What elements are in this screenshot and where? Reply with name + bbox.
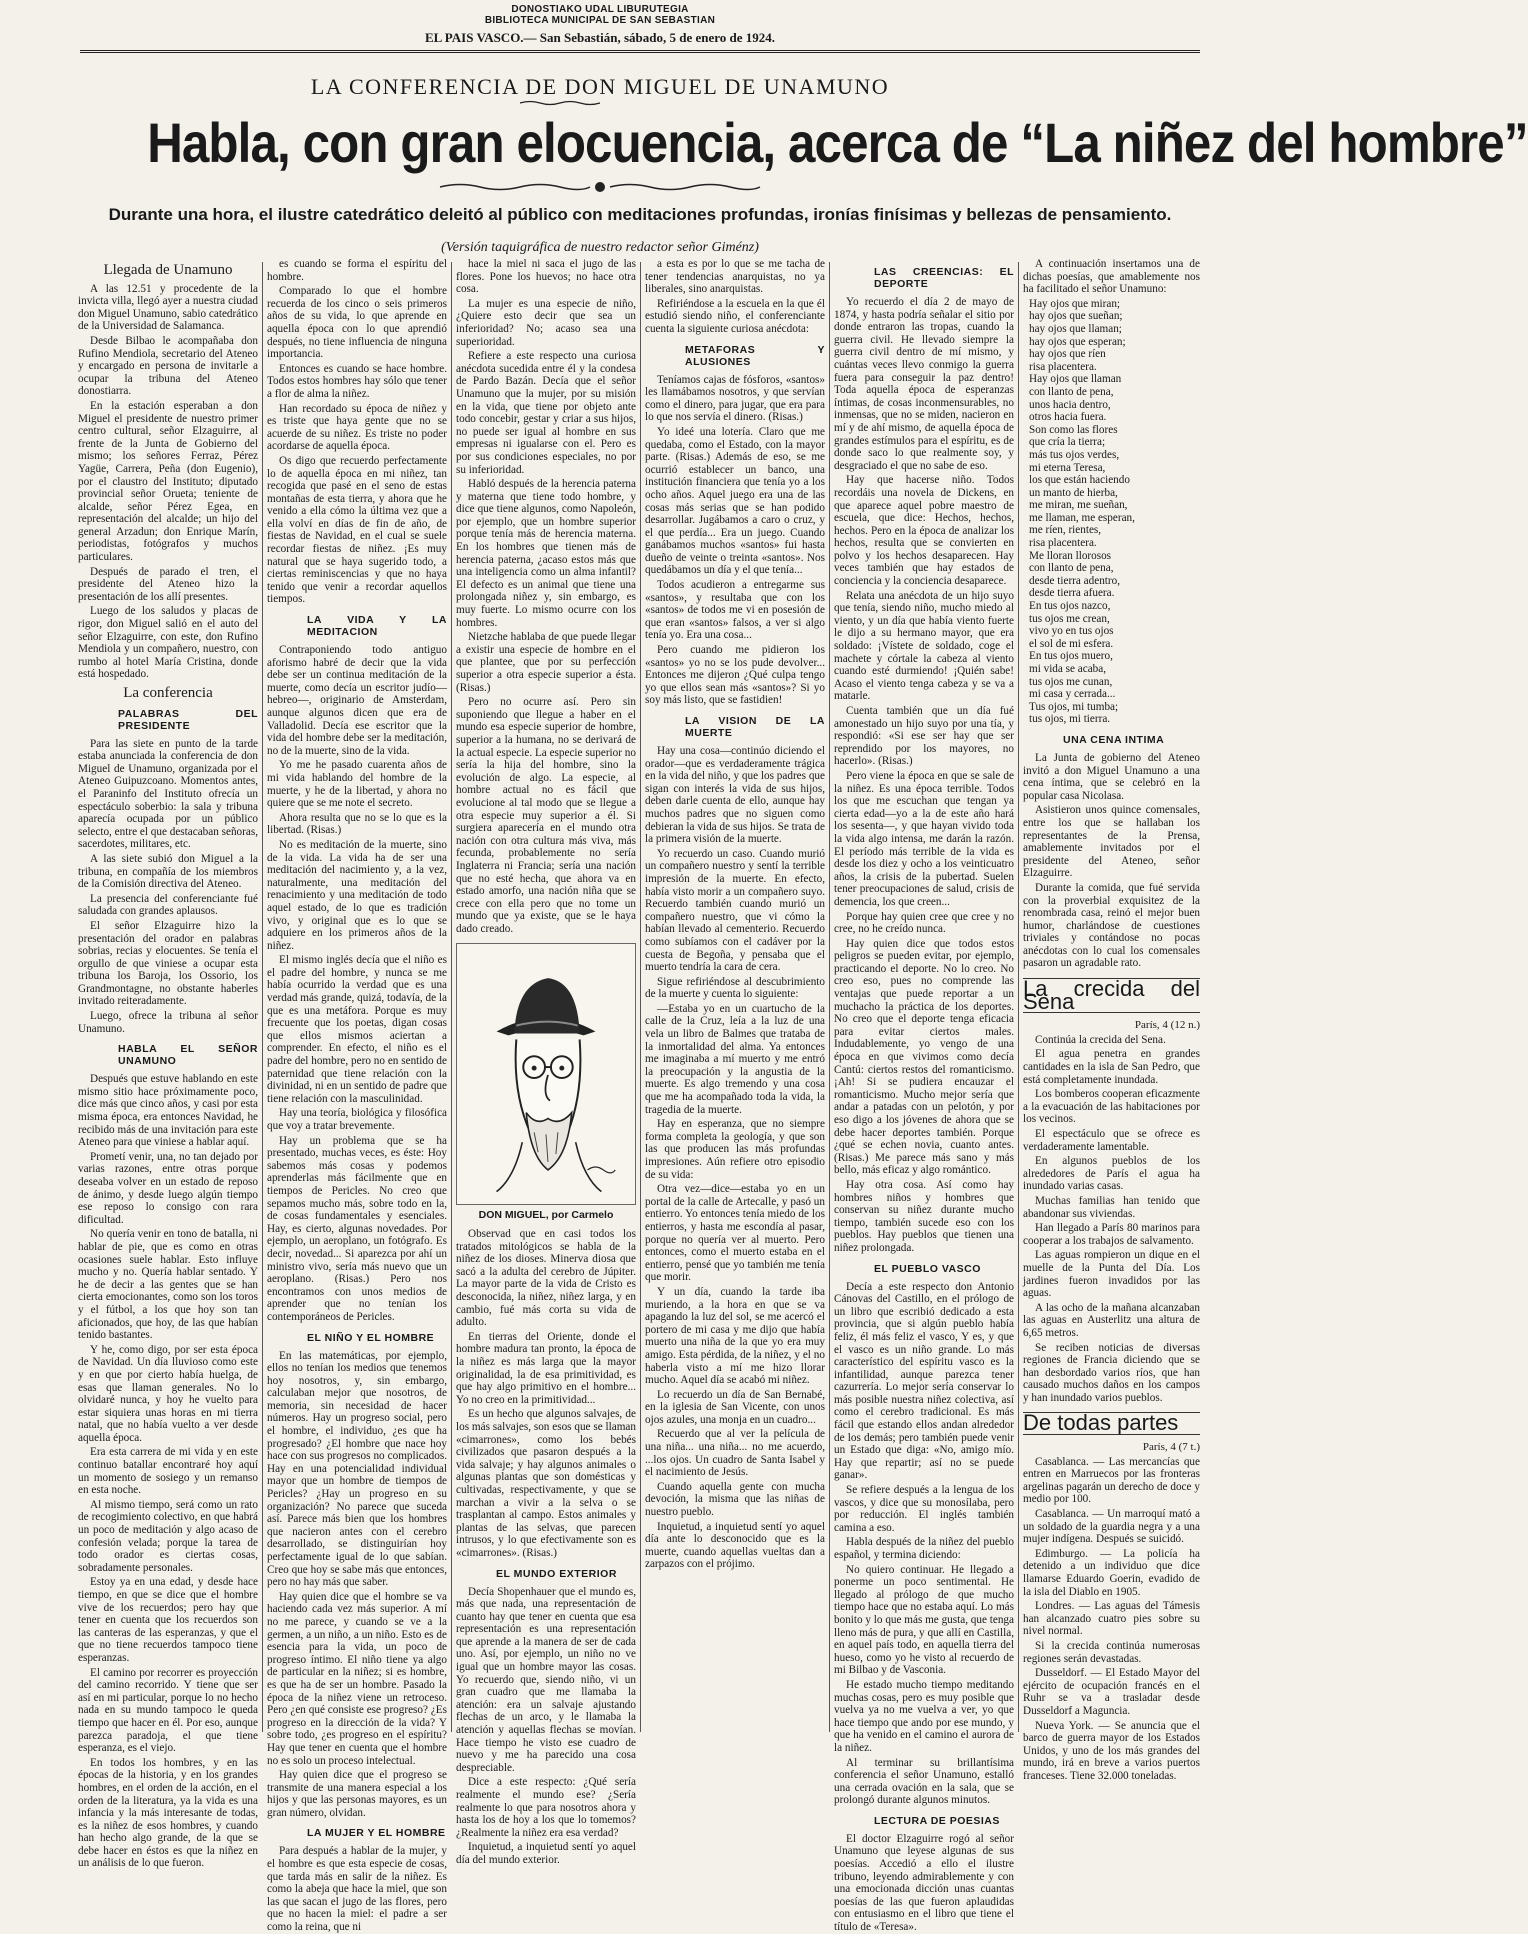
- poem: [1023, 298, 1200, 726]
- paragraph: Relata una anécdota de un hijo suyo que tenía, siendo niño, mucho miedo al viento, y un día que había viento fuerte le dijo a su hermano mayor, que era soldado: ¡Vístete de soldado, coge el machete y córtale la cabeza al viento cuando esté durmiendo! ¡Quién sabe! Acaso el viento tenga cabeza y se va a matarle.: [834, 589, 1014, 703]
- paragraph: Hay en esperanza, que no siempre forma completa la geología, y que son las que producen las más profundas impresiones. Aún refiere otro episodio de su vida:: [645, 1118, 825, 1181]
- poem-line: Hay ojos que llaman: [1029, 373, 1122, 386]
- poem-line: me llaman, me esperan,: [1029, 511, 1135, 524]
- caption-vida-meditacion: LA VIDA Y LA MEDITACION: [307, 614, 447, 639]
- poem-line: con llanto de pena,: [1029, 562, 1114, 575]
- poem-line: tus ojos me cunan,: [1029, 675, 1113, 688]
- paragraph: Para las siete en punto de la tarde estaba anunciada la conferencia de don Miguel de Unamuno, organizada por el Ateneo Guipuzcoano. Momentos antes, el Paraninfo del Instituto ofrecía un espectáculo soberbio: la sala y tribuna aparecía ocupada por un público selecto, entre el que destacaban señoras, sacerdotes, militares, etc.: [78, 737, 258, 851]
- poem-line: desde tierra adentro,: [1029, 574, 1121, 587]
- folio-rule: [80, 50, 1200, 53]
- paragraph: Prometí venir, una, no tan dejado por varias razones, entre otras porque deseaba volver en un estado de reposo de ánimo, y desde luego algún tiempo ese reposo lo consigo con rara dificultad.: [78, 1150, 258, 1226]
- paragraph: El doctor Elzaguirre rogó al señor Unamuno que leyese algunas de sus poesías. Accedió a ello el ilustre tribuno, leyendo admirablemente y con una emocionada dicción unas cuantas poesías de las que fueron aplaudidas con entusiasmo en el libro que tiene el título de «Teresa».: [834, 1832, 1014, 1934]
- poem-line: hay ojos que esperan;: [1029, 335, 1126, 348]
- poem-line: un manto de hierba,: [1029, 486, 1118, 499]
- paragraph: En tierras del Oriente, donde el hombre madura tan pronto, la época de la niñez es más larga que la mayor originalidad, la de esa primitividad, es que hay algo primitivo en el hombre... Yo no creo en la primitividad...: [456, 1330, 636, 1406]
- paragraph: Han llegado a París 80 marinos para cooperar a los trabajos de salvamento.: [1023, 1222, 1200, 1247]
- paragraph: El camino por recorrer es proyección del camino recorrido. Y tiene que ser así en mi particular, porque lo no hecho nada en su mundo tampoco le queda tiempo que hacer en él. Por eso, aunque parezca paradoja, el que tiene esperanza, es el viejo.: [78, 1666, 258, 1755]
- subhead-conferencia: La conferencia: [123, 685, 213, 701]
- column-6: [1023, 258, 1200, 1782]
- paragraph: —Estaba yo en un cuartucho de la calle de la Cruz, leía a la luz de una vela un libro de Balmes que trataba de la inmortalidad del alma. Ya entonces me imaginaba a mí muerto y me entró la preocupación y la angustia de la muerte. Es algo tremendo y una cosa que me ha acompañado toda la vida, la tragedia de la muerte.: [645, 1002, 825, 1116]
- poem-line: Me lloran llorosos: [1029, 549, 1112, 562]
- paragraph: Hay una teoría, biológica y filosófica que voy a tratar brevemente.: [267, 1107, 447, 1132]
- paragraph: La mujer es una especie de niño, ¿Quiere esto decir que sea un inferioridad? No; acaso sea una superioridad.: [456, 297, 636, 348]
- library-stamp: [0, 4, 1200, 26]
- paragraph: Cuenta también que un día fué amonestado un hijo suyo por una tía, y respondió: «Si ese ser hay que ser reprendido por los mayores, no hacerlo». (Risas.): [834, 705, 1014, 768]
- paragraph: Y un día, cuando la tarde iba muriendo, a la hora en que se va apagando la luz del sol, se me acercó el portero de mi casa y me dijo que había muerto una niña de la que yo era muy amigo. Esta pérdida, de la niñez, y el no haberla visto a mí me hizo llorar mucho. Aquel día se acabó mi niñez.: [645, 1285, 825, 1387]
- paragraph: Pero cuando me pidieron los «santos» yo no se los pude devolver... Entonces me dijeron ¿Qué culpa tengo yo que ellos sean más «santos»? Si yo soy más listo, que se fastidien!: [645, 644, 825, 707]
- byline: (Versión taquigráfica de nuestro redactor señor Giménz): [441, 240, 759, 255]
- poem-line: con llanto de pena,: [1029, 385, 1114, 398]
- poem-line: que cría la tierra;: [1029, 436, 1106, 449]
- section-head-crecida-sena: La crecida del Sena: [1023, 976, 1200, 1014]
- subhead-llegada: Llegada de Unamuno: [103, 262, 233, 278]
- headline-ornament: [440, 180, 760, 194]
- paragraph: Hay quien dice que el progreso se transmite de una manera especial a los hijos y que las personas mayores, es un gran número, olvidan.: [267, 1769, 447, 1819]
- paragraph: Yo recuerdo un caso. Cuando murió un compañero nuestro y sentí la terrible impresión de la muerte. En efecto, había visto morir a un compañero suyo. Recuerdo también cuando murió un compañero nuestro, que vi cómo la habían llevado al cementerio. Recuerdo como subíamos con el cadáver por la cuesta de Begoña, y pensaba que el muerto tendría la cara de cera.: [645, 847, 825, 974]
- library-stamp-line1: DONOSTIAKO UDAL LIBURUTEGIA: [511, 4, 689, 15]
- poem-line: Hay ojos que miran;: [1029, 297, 1121, 310]
- poem-line: desde tierra afuera.: [1029, 587, 1115, 600]
- paragraph: Después que estuve hablando en este mismo sitio hace próximamente poco, dice más que cinco años, y casi por esta misma época, era entonces Navidad, he recibido más de una invitación para este Ateneo para que viniese a hablar aquí.: [78, 1073, 258, 1149]
- column-3: [456, 258, 636, 1866]
- portrait-caption: DON MIGUEL, por Carmelo: [478, 1209, 614, 1222]
- paragraph: Sigue refiriéndose al descubrimiento de la muerte y cuenta lo siguiente:: [645, 975, 825, 1001]
- paragraph: Yo me he pasado cuarenta años de mi vida hablando del hombre de la muerte, y he de la libertad, y ahora no quiere que se me note el secreto.: [267, 759, 447, 810]
- paragraph: Yo ideé una lotería. Claro que me quedaba, como el Estado, con la mayor parte. (Risas.) Además de eso, se me ocurrió establecer un banco, una institución financiera que tenía yo a los ocho años. Aquel juego era una de las cosas más serias que se han podido desarrollar. Jugábamos a caro o cruz, y el que perdía... Era un juego. Cuando ganábamos muchos «santos» fui hasta dueño de veinte o treinta «santos». Nos quedábamos un día y el que tenía...: [645, 425, 825, 577]
- poem-line: En tus ojos nazco,: [1029, 600, 1111, 613]
- paragraph: Las aguas rompieron un dique en el muelle de la Punta del Día. Los jardines fueron invadidos por las aguas.: [1023, 1249, 1200, 1300]
- paragraph: A continuación insertamos una de dichas poesías, que amablemente nos ha facilitado el señor Unamuno:: [1023, 258, 1200, 296]
- portrait-illustration: [456, 943, 636, 1205]
- poem-line: tus ojos, mi tierra.: [1029, 713, 1111, 726]
- poem-line: En tus ojos muero,: [1029, 650, 1113, 663]
- poem-line: hay ojos que ríen: [1029, 348, 1106, 361]
- dateline: París, 4 (12 n.): [1134, 1019, 1200, 1032]
- poem-line: otros hacia fuera.: [1029, 411, 1107, 424]
- paragraph: A las 12.51 y procedente de la invicta villa, llegó ayer a nuestra ciudad don Miguel Unamuno, sabio catedrático de la Universidad de Salamanca.: [78, 282, 258, 333]
- paragraph: Muchas familias han tenido que abandonar sus viviendas.: [1023, 1194, 1200, 1220]
- caption-mundo-exterior: EL MUNDO EXTERIOR: [496, 1567, 617, 1580]
- paragraph: Londres. — Las aguas del Támesis han alcanzado cuatro pies sobre su nivel normal.: [1023, 1600, 1200, 1638]
- caption-lectura-poesias: LECTURA DE POESIAS: [874, 1814, 1000, 1827]
- paragraph: Casablanca. — Un marroquí mató a un soldado de la guardia negra y a una mujer indígena. Después se suicidó.: [1023, 1508, 1200, 1546]
- paragraph: Decía Shopenhauer que el mundo es, más que nada, una representación de cuanto hay que tener en cuenta que esa representación es una representación que aprende a la manera de ser de cada uno. Así, por ejemplo, un niño no ve igual que un hombre mayor las cosas. Yo recuerdo que, siendo niño, vi un gran cuadro que me llamaba la atención: era un salvaje ajustando flechas de un arco, y le llamaba la atención y aquellas flechas se movían. Hace tiempo he visto ese cuadro de nuevo y me ha parecido una cosa despreciable.: [456, 1585, 636, 1774]
- caption-habla: HABLA EL SEÑOR UNAMUNO: [118, 1043, 258, 1068]
- caption-palabras: PALABRAS DEL PRESIDENTE: [118, 707, 258, 732]
- paragraph: Al terminar su brillantísima conferencia el señor Unamuno, estalló una cerrada ovación en la sala, que se prolongó durante algunos minutos.: [834, 1756, 1014, 1807]
- paragraph: Continúa la crecida del Sena.: [1035, 1033, 1166, 1046]
- kicker: LA CONFERENCIA DE DON MIGUEL DE UNAMUNO: [310, 74, 890, 99]
- paragraph: Dice a este respecto: ¿Qué sería realmente el mundo ese? ¿Sería realmente lo que para nosotros ahora y hasta los de hoy a los que lo tomemos? ¿Realmente la niñez era esa verdad?: [456, 1776, 636, 1839]
- poem-line: tus ojos me crean,: [1029, 612, 1110, 625]
- paragraph: Yo recuerdo el día 2 de mayo de 1874, y hasta podría señalar el sitio por donde entraron las tropas, cuando la guerra civil. He llevado siempre la guerra civil dentro de mí mismo, y cuántas veces llevo conmigo la guerra fuera para conseguir la paz dentro! Toda aquella época de esperanzas íntimas, de cosas inconmensurables, no inmensas, que no se miden, nacieron en mí y de ahí mismo, de aquella época de grandes estímulos para el espíritu, es de donde saco lo que realmente soy, y desgraciado el que no sabe de eso.: [834, 296, 1014, 472]
- paragraph: Recuerdo que al ver la película de una niña... una niña... no me acuerdo, ...los ojos. Un cuadro de Santa Isabel y el nacimiento de Jesús.: [645, 1428, 825, 1479]
- paragraph: Desde Bilbao le acompañaba don Rufino Mendiola, secretario del Ateneo y encargado en persona de invitarle a ocupar la tribuna del Ateneo donostiarra.: [78, 334, 258, 398]
- paragraph: El agua penetra en grandes cantidades en la isla de San Pedro, que está completamente inundada.: [1023, 1048, 1200, 1086]
- paragraph: Asistieron unos quince comensales, entre los que se hallaban los representantes de la Prensa, amablemente invitados por el presidente del Ateneo, señor Elzaguirre.: [1023, 804, 1200, 880]
- paragraph: Habló después de la herencia paterna y materna que tiene todo hombre, y dice que tiene algunos, como Napoleón, por ejemplo, que un hombre superior porque tenía más de herencia materna. En los hombres que tienen más de herencia paterna, ¿acaso estos más que una inteligencia como un alma infantil? El defecto es un animal que tiene una prolongada niñez y, sin embargo, es muy fuerte. Lo mismo ocurre con los hombres.: [456, 478, 636, 629]
- caption-mujer-hombre: LA MUJER Y EL HOMBRE: [307, 1827, 446, 1840]
- paragraph: En algunos pueblos de los alrededores de París el agua ha inundado varias casas.: [1023, 1155, 1200, 1193]
- paragraph: Es un hecho que algunos salvajes, de los más salvajes, son esos que se llaman «cimarrones», como los bebés civilizados que pasaron después a la vida salvaje; y hay algunos animales o algunas plantas que son domésticas y cultivadas, respectivamente, y que se marchan a vivir a la selva o se trasplantan al campo. Estos animales y plantas de las selvas, que parecen intrusos, y lo que efectivamente son es «cimarrones». (Risas.): [456, 1408, 636, 1559]
- library-stamp-line2: BIBLIOTECA MUNICIPAL DE SAN SEBASTIAN: [484, 15, 716, 26]
- paragraph: Los bomberos cooperan eficazmente a la evacuación de las habitaciones por los vecinos.: [1023, 1088, 1200, 1126]
- paragraph: Decía a este respecto don Antonio Cánovas del Castillo, en el prólogo de un libro que escribió dedicado a esta provincia, que si algún pueblo había feliz, él más feliz el vasco, Y es, y que el vasco es un niño grande. Lo más característico del espíritu vasco es la infantilidad, aunque parezca tener cazurrería. Lo mejor sería conservar lo más posible nuestra niñez colectiva, así como el cerebro tradicional. Es más fácil que estando ellos andan alrededor de los demás; pero también puede venir un Estado que diga: «No, amigo mío. Hay que repartir; así no se puede ganar».: [834, 1280, 1014, 1482]
- paragraph: Cuando aquella gente con mucha devoción, la misma que las niñas de nuestro pueblo.: [645, 1480, 825, 1519]
- headline: Habla, con gran elocuencia, acerca de “La niñez del hombre”: [147, 111, 1528, 174]
- paragraph: Pero viene la época en que se sale de la niñez. Es una época terrible. Todos los que me escuchan que tengan ya cierta edad—yo a la de este año hará los sesenta—, y que hayan vivido toda la vida algo intensa, me darán la razón. El período más terrible de la vida es desde los diez y ocho a los veinticuatro años, la crisis de la pubertad. Suelen tener preocupaciones de salud, crisis de demencia, los que creen...: [834, 769, 1014, 908]
- paragraph: Para después a hablar de la mujer, y el hombre es que esta especie de cosas, que tarda más en salir de la niñez. Es como la abeja que hace la miel, que son las que sacan el jugo de las flores, pero que no hacen la miel: el padre a ser como la reina, que ni: [267, 1845, 447, 1934]
- paragraph: Si la crecida continúa numerosas regiones serán devastadas.: [1023, 1639, 1200, 1665]
- paragraph: En la estación esperaban a don Miguel el presidente de nuestro primer centro cultural, señor Elzaguirre, al frente de la Junta de Gobierno del mismo; los señores Ferraz, Pérez Yagüe, Carrera, Peña (don Eugenio), por el claustro del Instituto; diputado provincial señor Orueta; teniente de alcalde, señor Pérez Egea, en representación del alcalde; un hijo del general Arzadun; don Enrique Marín, periodistas, fotógrafos y muchos particulares.: [78, 399, 258, 564]
- poem-line: vivo yo en tus ojos: [1029, 625, 1114, 638]
- paragraph: Os digo que recuerdo perfectamente lo de aquella época en mi niñez, tan recogida que pasé en el seno de estas montañas de esta tierra, y ahora que he venido a ella cómo la última vez que a ella volví en días de fin de año, de fiestas de Navidad, en el cual se suele recordar fiestas de niñez. ¡Es muy natural que se haya sugerido todo, a ciertas reminiscencias y que no haya tenido que venir a recordar aquellos tiempos.: [267, 454, 447, 606]
- paragraph: El señor Elzaguirre hizo la presentación del orador en palabras sobrias, recias y elocuentes. Se tenía el orgullo de que viniese a ocupar esta tribuna los Baroja, los Ossorio, los Grandmontagne, no obstante haberles invitado reiteradamente.: [78, 919, 258, 1008]
- poem-line: los que están haciendo: [1029, 474, 1130, 487]
- poem-line: más tus ojos verdes,: [1029, 448, 1120, 461]
- paragraph: Observad que en casi todos los tratados mitológicos se habla de la niñez de los dioses. Minerva diosa que sacó a la adulta del cerebro de Júpiter. La mayor parte de la vida de Cristo es desconocida, la niñez, niñez larga, y en cambio, fué más corta su vida de adulto.: [456, 1228, 636, 1329]
- paragraph: A las ocho de la mañana alcanzaban las aguas en Austerlitz una altura de 6,65 metros.: [1023, 1301, 1200, 1339]
- paragraph: Y he, como digo, por ser esta época de Navidad. Un día lluvioso como este y en que por cierto había huelga, de esas que llaman generales. No lo olvidaré nunca, y hoy he vuelto para estar siquiera unas horas en mi tierra natal, que no había vuelto a ver desde aquella época.: [78, 1343, 258, 1444]
- paragraph: Hay quien dice que todos estos peligros se pueden evitar, por ejemplo, practicando el deporte. No lo creo. No creo eso, pues no comprende las ventajas que puede reportar a un muchacho la práctica de los deportes. No creo que el deporte tenga eficacia para evitar ciertos males. Indudablemente, yo vengo de una época en que vivimos como decía Cantú: ciertos restos del romanticismo. ¡Ah! Si se pudiera encauzar el romanticismo. Mucho mejor sería que andar a patadas con un pelotón, y por eso digo a los jóvenes de ahora que se debe hacer deportes también. Porque ¿qué se echen novia, cuanto antes. (Risas.) Me parece más sano y más bello, más eficaz y algo romántico.: [834, 937, 1014, 1177]
- kicker-ornament: [520, 100, 600, 106]
- paragraph: Se reciben noticias de diversas regiones de Francia diciendo que se han desbordado varios ríos, que han causado muchos daños en los campos y han inundado varios pueblos.: [1023, 1341, 1200, 1404]
- poem-line: unos hacia dentro,: [1029, 398, 1111, 411]
- paragraph: Entonces es cuando se hace hombre. Todos estos hombres hay sólo que tener a flor de alma la niñez.: [267, 362, 447, 400]
- paragraph: Luego, ofrece la tribuna al señor Unamuno.: [78, 1010, 258, 1035]
- paragraph: Comparado lo que el hombre recuerda de los cinco o seis primeros años de su vida, lo que aprende en aquella época con lo que aprendió después, no tiene influencia de ninguna importancia.: [267, 285, 447, 361]
- paragraph: Refiere a este respecto una curiosa anécdota sucedida entre él y la condesa de Pardo Bazán. Decía que el señor Unamuno que la mujer, por su misión en la vida, que tiene por objeto ante todo concebir, gestar y criar a sus hijos, no puede ser igual al hombre en sus empresas ni igualarse con el. Pero es por sus condiciones especiales, no por su inferioridad.: [456, 350, 636, 476]
- paragraph: Lo recuerdo un día de San Bernabé, en la iglesia de San Vicente, con unos ojos azules, una monja en un cuadro...: [645, 1388, 825, 1426]
- paragraph: Han recordado su época de niñez y es triste que haya gente que no se acuerde de su niñez. Es triste no poder acordarse de aquella época.: [267, 402, 447, 453]
- poem-line: risa placentera.: [1029, 360, 1097, 373]
- column-4: [645, 258, 825, 1736]
- paragraph: Casablanca. — Las mercancías que entren en Marruecos por las fronteras argelinas pagarán un derecho de doce y medio por 100.: [1023, 1455, 1200, 1506]
- paragraph: El espectáculo que se ofrece es verdaderamente lamentable.: [1023, 1128, 1200, 1153]
- poem-line: hay ojos que sueñan;: [1029, 310, 1123, 323]
- caption-vision-muerte: LA VISION DE LA MUERTE: [685, 715, 825, 739]
- paragraph: No quería venir en tono de batalla, ni hablar de pie, que es como en otras ocasiones suele hablar. Esto influye mucho y no. Quería hablar sentado. Y he de decir a las gentes que se han cierta emocionantes, como son los toros y el fútbol, a los que hoy son tan aficionados, que hoy, de las que habían tenido bastantes.: [78, 1228, 258, 1342]
- poem-line: el sol de mi esfera.: [1029, 637, 1114, 650]
- paragraph: Hay una cosa—continúo diciendo el orador—que es verdaderamente trágica en la vida del niño, y que los padres que sigan con interés la vida de sus hijos, deben darle cuenta de ello, aunque hay muchos padres que no siguen como debieran la vida de sus hijos. Se trata de la primera visión de la muerte.: [645, 745, 825, 846]
- paragraph: Hay un problema que se ha presentado, muchas veces, es éste: Hoy sabemos más cosas y podemos aprenderlas más fácilmente que en tiempos de Pericles. No creo que sepamos mucho más, sobre todo en la, de cosas fundamentales y esenciales. Hay, es cierto, algunas novedades. Por ejemplo, un aeroplano, un fotógrafo. Es decir, novedad... Si aparezca por ahí un ministro vivo, sería más nuevo que un aeroplano. (Risas.) Pero nos encontramos con unos medios de aprender que no tenían los contemporáneos de Pericles.: [267, 1134, 447, 1323]
- paragraph: Durante la comida, que fué servida con la proverbial exquisitez de la renombrada casa, reinó el mejor buen humor, charlándose de cuestiones triviales y contándose no pocas anécdotas con lo cual los comensales pasaron un agradable rato.: [1023, 881, 1200, 970]
- paragraph: Después de parado el tren, el presidente del Ateneo hizo la presentación de los allí presentes.: [78, 565, 258, 603]
- paragraph: Inquietud, a inquietud sentí yo aquel día del mundo exterior.: [456, 1841, 636, 1866]
- column-rule: [640, 262, 641, 1732]
- paragraph: Hay quien dice que el hombre se va haciendo cada vez más superior. A mí no me parece, y cuando se ve a la germen, a un niño, a un niño. Esto es de esencia para la vida, un poco de progreso íntimo. El niño tiene ya algo de particular en la niñez; si es hombre, es que ha de ser un hombre. Pasado la época de la niñez viene un retroceso. Pero ¿en qué consiste ese progreso? ¿Es progreso en la dirección de la vida? Y sobre todo, ¿es progreso en el espíritu? Hay que tener en cuenta que el hombre no es solo un proceso intelectual.: [267, 1590, 447, 1767]
- paragraph: Al mismo tiempo, será como un rato de recogimiento colectivo, en que habrá un poco de meditación y algo acaso de confesión velada; porque la tarea de todo orador es ciertas cosas, sobradamente personales.: [78, 1498, 258, 1574]
- paragraph: Luego de los saludos y placas de rigor, don Miguel salió en el auto del señor Elzaguirre, con este, don Rufino Mendiola y un compañero, nuestro, con rumbo al hotel María Cristina, donde está hospedado.: [78, 605, 258, 681]
- column-1: [78, 258, 258, 1870]
- paragraph: Nueva York. — Se anuncia que el barco de guerra mayor de los Estados Unidos, y uno de los más grandes del mundo, irá en breve a varios puertos franceses. Tiene 32.000 toneladas.: [1023, 1719, 1200, 1782]
- article-columns: [78, 258, 1200, 1934]
- folio-line: EL PAIS VASCO.— San Sebastián, sábado, 5 de enero de 1924.: [424, 30, 776, 45]
- caricature-drawing: [457, 944, 635, 1204]
- paragraph: En las matemáticas, por ejemplo, ellos no tenían los medios que tenemos hoy nosotros, y, sin embargo, calculaban mejor que nosotros, de memoria, sin necesidad de hacer números. Hay un progreso social, pero el hombre, el individuo, ¿es que ha progresado? ¿El hombre que nace hoy hace con sus progresos no complicados. Hay en una potencialidad individual mayor que un hombre de tiempos de Pericles? ¿Hay un progreso en su organización? No parece que suceda así. Parece más bien que los hombres que nacieron antes con el cerebro desarrollado, se distinguirían hoy perfectamente igual de lo que sabían. Creo que hoy se sabe más que entonces, pero no hay más que saber.: [267, 1349, 447, 1589]
- poem-line: mi casa y cerrada...: [1029, 688, 1116, 701]
- poem-line: me ríen, rientes,: [1029, 524, 1102, 537]
- poem-line: risa placentera.: [1029, 537, 1097, 550]
- paragraph: Era esta carrera de mi vida y en este continuo batallar encontraré hoy aquí un momento de sosiego y un remanso en esta noche.: [78, 1446, 258, 1497]
- caption-cena-intima: UNA CENA INTIMA: [1063, 733, 1165, 746]
- caption-metaforas: METAFORAS Y ALUSIONES: [685, 343, 825, 368]
- paragraph: a esta es por lo que se me tacha de tener tendencias anarquistas, no ya liberales, sino anarquistas.: [645, 258, 825, 296]
- column-5: [834, 258, 1014, 1934]
- paragraph: Habla después de la niñez del pueblo español, y termina diciendo:: [834, 1536, 1014, 1561]
- paragraph: Dusseldorf. — El Estado Mayor del ejército de ocupación francés en el Ruhr se va a trasladar desde Dusseldorf a Maguncia.: [1023, 1667, 1200, 1717]
- poem-line: mi eterna Teresa,: [1029, 461, 1106, 474]
- paragraph: Porque hay quien cree que cree y no cree, no he creído nunca.: [834, 910, 1014, 936]
- poem-line: mi vida se acaba,: [1029, 663, 1107, 675]
- paragraph: Refiriéndose a la escuela en la que él estudió siendo niño, el conferenciante cuenta la siguiente curiosa anécdota:: [645, 297, 825, 335]
- paragraph: hace la miel ni saca el jugo de las flores. Pone los huevos; no hace otra cosa.: [456, 258, 636, 296]
- section-head-de-todas-partes: De todas partes: [1023, 1412, 1200, 1435]
- paragraph: Hay que hacerse niño. Todos recordáis una novela de Dickens, en que aparece aquel pobre maestro de escuela, que dice: Hechos, hechos, hechos. Pero en la época de analizar los hechos, resulta que se convierten en polvo y los hechos desaparecen. Hay veces también que hay estados de conciencia y la conciencia desaparece.: [834, 474, 1014, 588]
- paragraph: Contraponiendo todo antiguo aforismo habré de decir que la vida debe ser un continua meditación de la muerte, como decía un escritor judío—hebreo—, originario de Amsterdam, aunque algunos dicen que era de Valladolid. Decía ese escritor que la vida del hombre debe ser la meditación, no de la muerte, sino de la vida.: [267, 644, 447, 757]
- dateline: París, 4 (7 t.): [1142, 1441, 1200, 1454]
- paragraph: Se refiere después a la lengua de los vascos, y dice que su monosílaba, pero por reducción. El inglés también camina a eso.: [834, 1484, 1014, 1534]
- paragraph: A las siete subió don Miguel a la tribuna, en compañía de los miembros de la Comisión directiva del Ateneo.: [78, 852, 258, 891]
- deck: Durante una hora, el ilustre catedrático deleitó al público con meditaciones profundas, ironías finísimas y bellezas de pensamiento.: [108, 205, 1172, 224]
- paragraph: No quiero continuar. He llegado a ponerme un poco sentimental. He llegado al prólogo de que mucho tiempo hace que no estaba aquí. Lo más bonito y lo que más me gusta, que tenga lleno más de pura, y que allí en Castilla, en aquel país todo, en aquella tierra del hueso, como yo he visto al recuerdo de mi Bilbao y de Vasconia.: [834, 1563, 1014, 1677]
- column-rule: [829, 262, 830, 1732]
- poem-line: Son como las flores: [1029, 423, 1118, 436]
- paragraph: Ahora resulta que no se lo que es la libertad. (Risas.): [267, 811, 447, 837]
- paragraph: Pero no ocurre así. Pero sin suponiendo que llegue a haber en el mundo esa especie superior de hombre, superior a la humana, no se derivará de la actual especie. La especie superior no sería la hija del hombre, sino la evolución de algo. La especie, al hombre actual no es fácil que evolucione al tal modo que se llegue a otra especie muy superior a él. Si surgiera aparecería en el mundo otra nación con otra cultura más viva, más fecunda, probablemente no sería Inglaterra ni Francia; sería una nación que no esté hecha, que ahora va en estado amorfo, una nación niña que se crece con ella pero que no tome un mundo que ya existe, que se le haya dado creado.: [456, 696, 636, 935]
- paragraph: El mismo inglés decía que el niño es el padre del hombre, y nunca se me había ocurrido la verdad que es una verdad más grande, quizá, todavía, de la que es una metáfora. Porque es muy frecuente que los poetas, digan cosas que ellos mismos aciertan a comprender. En efecto, el niño es el padre del hombre, pero no en sentido de paternidad que tiene relación con la divinidad, ni en un sentido de padre que tiene relación con la masculinidad.: [267, 954, 447, 1105]
- paragraph: Inquietud, a inquietud sentí yo aquel día ante lo desconocido que es la muerte, cuando aquellas vueltas dan a zarpazos con el prójimo.: [645, 1520, 825, 1571]
- paragraph: He estado mucho tiempo meditando muchas cosas, pero es muy posible que vuelva ya no me vuelva a ver, yo que hace tiempo que ando por ese mundo, y que ha venido en el camino el aurora de la niñez.: [834, 1678, 1014, 1754]
- paragraph: Estoy ya en una edad, y desde hace tiempo, en que se dice que el hombre vive de los recuerdos; pero hay que tener en cuenta que los recuerdos son las canteras de las esperanzas, y que el que no tiene recuerdos tampoco tiene esperanzas.: [78, 1576, 258, 1664]
- paragraph: Todos acudieron a entregarme sus «santos», y resultaba que con los «santos» de todos me vi en posesión de que eran «santos» falsos, a ver si algo tenía yo. Era una cosa...: [645, 579, 825, 642]
- caption-creencias: LAS CREENCIAS: EL DEPORTE: [874, 266, 1014, 290]
- poem-line: Tus ojos, mi tumba;: [1029, 700, 1119, 713]
- column-rule: [262, 262, 263, 1732]
- poem-line: hay ojos que llaman;: [1029, 322, 1122, 335]
- caption-nino-hombre: EL NIÑO Y EL HOMBRE: [307, 1331, 435, 1344]
- paragraph: Teníamos cajas de fósforos, «santos» les llamábamos nosotros, y que servían como el dinero, para jugar, que era para lo que nos servía el dinero. (Risas.): [645, 373, 825, 424]
- caption-pueblo-vasco: EL PUEBLO VASCO: [874, 1262, 981, 1275]
- paragraph: La presencia del conferenciante fué saludada con grandes aplausos.: [78, 892, 258, 918]
- column-rule: [1018, 262, 1019, 1732]
- paragraph: La Junta de gobierno del Ateneo invitó a don Miguel Unamuno a una cena íntima, que se celebró en la popular casa Nicolasa.: [1023, 751, 1200, 802]
- poem-line: me miran, me sueñan,: [1029, 499, 1128, 512]
- paragraph: Edimburgo. — La policía ha detenido a un individuo que dice llamarse Eduardo Goerin, evadido de la isla del Diablo en 1905.: [1023, 1547, 1200, 1598]
- paragraph: En todos los hombres, y en las épocas de la historia, y en los grandes hombres, en el orden de la acción, en el orden de la literatura, ya la vida es una infancia y la más interesante de todas, es la niñez de esos hombres, y cuando han hecho algo grande, de la que se debe hacer en éstos es que la niñez en un análisis de lo que fueron.: [78, 1756, 258, 1870]
- paragraph: Nietzche hablaba de que puede llegar a existir una especie de hombre en el que plantee, que por su perfección superior a otra especie superior a ésta. (Risas.): [456, 631, 636, 694]
- paragraph: No es meditación de la muerte, sino de la vida. La vida ha de ser una meditación del nacimiento y, a la vez, naturalmente, una meditación del renacimiento y una meditación de todo aquel estado, de lo que es tradición vivo, y original que es lo que se adquiere en los primeros años de la niñez.: [267, 838, 447, 952]
- paragraph: Otra vez—dice—estaba yo en un portal de la calle de Artecalle, y pasó un entierro. Yo entonces tenía miedo de los entierros, y hasta me escondía al pasar, porque no quería ver al muerto. Pero entonces, como el muerto estaba en el entierro, pensé que yo también me tenía que morir.: [645, 1183, 825, 1284]
- column-rule: [451, 262, 452, 1732]
- paragraph: Hay otra cosa. Así como hay hombres niños y hombres que conservan su niñez durante mucho tiempo, también sucede eso con los pueblos. Hay pueblos que tienen una niñez prolongada.: [834, 1178, 1014, 1254]
- column-2: [267, 258, 447, 1934]
- paragraph: es cuando se forma el espíritu del hombre.: [267, 258, 447, 283]
